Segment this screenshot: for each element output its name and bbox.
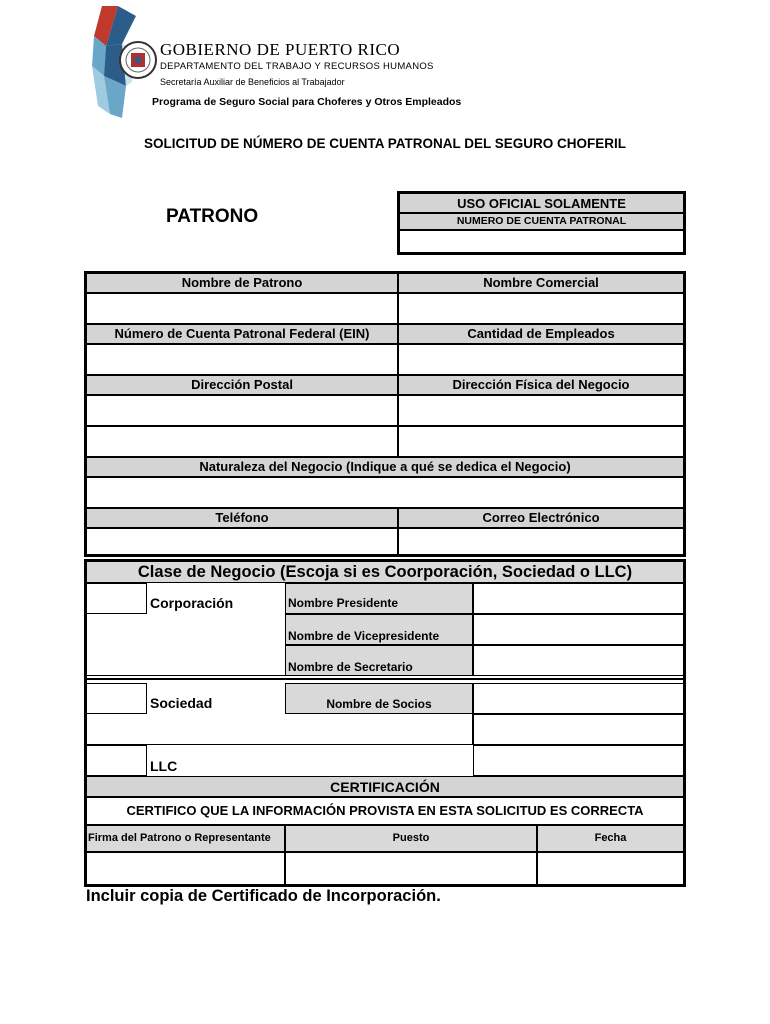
- footer-note: Incluir copia de Certificado de Incorporación.: [86, 887, 441, 905]
- program-name: Programa de Seguro Social para Choferes y Otros Empleados: [152, 96, 462, 108]
- vice-president-input[interactable]: [473, 614, 684, 645]
- secretary-input[interactable]: [473, 645, 684, 676]
- president-input[interactable]: [473, 583, 684, 614]
- partnership-checkbox[interactable]: [86, 683, 147, 714]
- president-label: Nombre Presidente: [285, 583, 473, 614]
- llc-checkbox[interactable]: [86, 745, 147, 776]
- employer-heading: PATRONO: [166, 206, 259, 227]
- phone-label: Teléfono: [86, 508, 398, 528]
- business-nature-label: Naturaleza del Negocio (Indique a qué se dedica el Negocio): [86, 457, 684, 477]
- corporation-group-border: [86, 614, 285, 676]
- physical-address-input-line2[interactable]: [398, 426, 684, 457]
- postal-address-label: Dirección Postal: [86, 375, 398, 395]
- phone-input[interactable]: [86, 528, 398, 555]
- partners-label: Nombre de Socios: [285, 683, 473, 714]
- federal-ein-label: Número de Cuenta Patronal Federal (EIN): [86, 324, 398, 344]
- partners-input-1[interactable]: [473, 683, 684, 714]
- seal-icon: [118, 40, 158, 80]
- secretary-label: Nombre de Secretario: [285, 645, 473, 676]
- department-name: DEPARTAMENTO DEL TRABAJO Y RECURSOS HUMANOS: [160, 61, 434, 72]
- official-account-label: NUMERO DE CUENTA PATRONAL: [399, 213, 684, 230]
- physical-address-input-line1[interactable]: [398, 395, 684, 426]
- position-label: Puesto: [285, 825, 537, 852]
- partners-input-2[interactable]: [473, 714, 684, 745]
- physical-address-label: Dirección Física del Negocio: [398, 375, 684, 395]
- position-input[interactable]: [285, 852, 537, 885]
- email-input[interactable]: [398, 528, 684, 555]
- date-label: Fecha: [537, 825, 684, 852]
- vice-president-label: Nombre de Vicepresidente: [285, 614, 473, 645]
- certification-title: CERTIFICACIÓN: [86, 776, 684, 797]
- form-title: SOLICITUD DE NÚMERO DE CUENTA PATRONAL DEL SEGURO CHOFERIL: [143, 136, 626, 151]
- postal-address-input-line2[interactable]: [86, 426, 398, 457]
- postal-address-input-line1[interactable]: [86, 395, 398, 426]
- llc-label: LLC: [150, 758, 178, 774]
- employee-count-label: Cantidad de Empleados: [398, 324, 684, 344]
- employee-count-input[interactable]: [398, 344, 684, 375]
- business-class-title: Clase de Negocio (Escoja si es Coorporación, Sociedad o LLC): [86, 561, 684, 583]
- partnership-label: Sociedad: [150, 695, 213, 711]
- secretariat-name: Secretaría Auxiliar de Beneficios al Trabajador: [160, 77, 345, 87]
- corporation-checkbox[interactable]: [86, 583, 147, 614]
- business-nature-input[interactable]: [86, 477, 684, 508]
- certification-statement: CERTIFICO QUE LA INFORMACIÓN PROVISTA EN ESTA SOLICITUD ES CORRECTA: [86, 797, 684, 825]
- corporation-label: Corporación: [150, 595, 234, 611]
- employer-name-label: Nombre de Patrono: [86, 273, 398, 293]
- employer-name-input[interactable]: [86, 293, 398, 324]
- signature-label: Firma del Patrono o Representante: [86, 825, 285, 852]
- partnership-group-border: [86, 714, 473, 745]
- federal-ein-input[interactable]: [86, 344, 398, 375]
- trade-name-label: Nombre Comercial: [398, 273, 684, 293]
- official-use-title: USO OFICIAL SOLAMENTE: [399, 193, 684, 213]
- official-account-field[interactable]: [399, 230, 684, 253]
- signature-input[interactable]: [86, 852, 285, 885]
- date-input[interactable]: [537, 852, 684, 885]
- trade-name-input[interactable]: [398, 293, 684, 324]
- email-label: Correo Electrónico: [398, 508, 684, 528]
- gov-name: GOBIERNO DE PUERTO RICO: [160, 40, 401, 59]
- partners-input-3[interactable]: [473, 745, 684, 776]
